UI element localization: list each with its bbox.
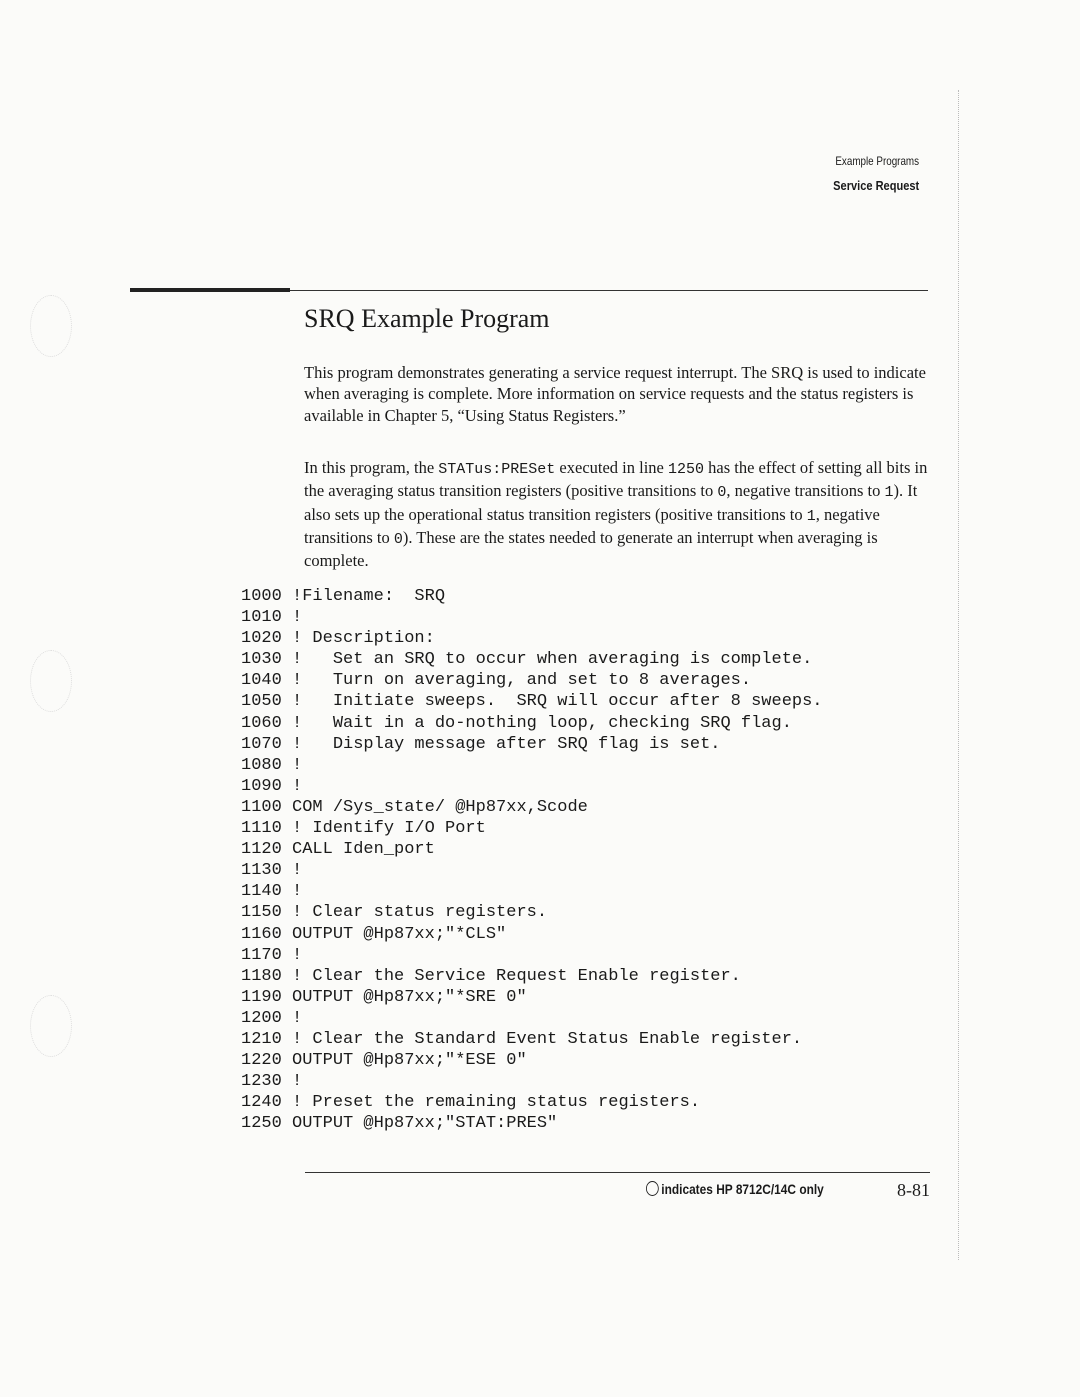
- code-line: 1120 CALL Iden_port: [241, 840, 435, 860]
- code-line: 1190 OUTPUT @Hp87xx;"*SRE 0": [241, 987, 527, 1007]
- text: executed in line: [555, 458, 669, 477]
- binder-hole: [30, 295, 72, 357]
- page-number: 8-81: [897, 1180, 930, 1200]
- code-line: 1140 !: [241, 882, 303, 902]
- code-line: 1020 ! Description:: [241, 629, 435, 649]
- code-line: 1180 ! Clear the Service Request Enable register.: [241, 966, 741, 986]
- code-line: 1130 !: [241, 861, 303, 881]
- code-line: 1080 !: [241, 755, 303, 775]
- code-line: 1030 ! Set an SRQ to occur when averaging is complete.: [241, 650, 813, 670]
- footer-rule: [305, 1172, 930, 1173]
- code-line: 1170 !: [241, 945, 303, 965]
- binder-hole: [30, 995, 72, 1057]
- code-line: 1100 COM /Sys_state/ @Hp87xx,Scode: [241, 797, 588, 817]
- inline-code: STATus:PRESet: [438, 461, 556, 478]
- text: has the effect of setting all bits in the averaging status transition registers (positive transitions to: [304, 458, 928, 501]
- section-rule-thick: [130, 288, 290, 292]
- hp-logo-icon: [646, 1181, 659, 1196]
- page-edge: [958, 90, 960, 1260]
- explanation-paragraph: [304, 457, 934, 571]
- code-line: 1060 ! Wait in a do-nothing loop, checking SRQ flag.: [241, 713, 792, 733]
- text: ). It also sets up the operational status transition registers (positive transitions to: [304, 481, 918, 524]
- page-title: SRQ Example Program: [304, 304, 550, 333]
- footer-note-text: indicates HP 8712C/14C only: [661, 1181, 824, 1197]
- code-line: 1040 ! Turn on averaging, and set to 8 averages.: [241, 671, 752, 691]
- code-line: 1200 !: [241, 1008, 303, 1028]
- running-header-subsection: Service Request: [833, 178, 919, 193]
- inline-code: 1: [884, 484, 894, 502]
- inline-code: 1: [806, 507, 816, 525]
- section-rule: [290, 290, 928, 291]
- code-line: 1250 OUTPUT @Hp87xx;"STAT:PRES": [241, 1114, 558, 1134]
- running-header-section: Example Programs: [835, 154, 919, 168]
- code-line: 1160 OUTPUT @Hp87xx;"*CLS": [241, 924, 507, 944]
- inline-code: 0: [717, 484, 727, 502]
- inline-code: 1250: [668, 461, 705, 478]
- code-line: 1070 ! Display message after SRQ flag is set.: [241, 734, 721, 754]
- text: In this program, the: [304, 458, 439, 477]
- inline-code: 0: [393, 530, 403, 548]
- intro-paragraph: This program demonstrates generating a service request interrupt. The SRQ is used to indicate when averaging is complete. More information on service requests and the status registers is available in Chapter 5, “Using Status Registers.”: [304, 363, 926, 425]
- footer-note: [646, 1181, 824, 1197]
- text: , negative transitions to: [304, 504, 880, 547]
- code-line: 1000 !Filename: SRQ: [241, 587, 446, 606]
- code-line: 1050 ! Initiate sweeps. SRQ will occur after 8 sweeps.: [241, 692, 823, 712]
- code-line: 1220 OUTPUT @Hp87xx;"*ESE 0": [241, 1051, 527, 1071]
- text: , negative transitions to: [726, 481, 885, 501]
- code-line: 1150 ! Clear status registers.: [241, 903, 548, 923]
- code-line: 1230 !: [241, 1072, 303, 1092]
- code-line: 1010 !: [241, 608, 303, 628]
- code-listing: [241, 586, 823, 1134]
- code-line: 1110 ! Identify I/O Port: [241, 819, 486, 839]
- code-line: 1210 ! Clear the Standard Event Status Enable register.: [241, 1029, 803, 1049]
- text: ). These are the states needed to generate an interrupt when averaging is complete.: [304, 527, 878, 571]
- code-line: 1240 ! Preset the remaining status registers.: [241, 1093, 701, 1113]
- code-line: 1090 !: [241, 776, 303, 796]
- binder-hole: [30, 650, 72, 712]
